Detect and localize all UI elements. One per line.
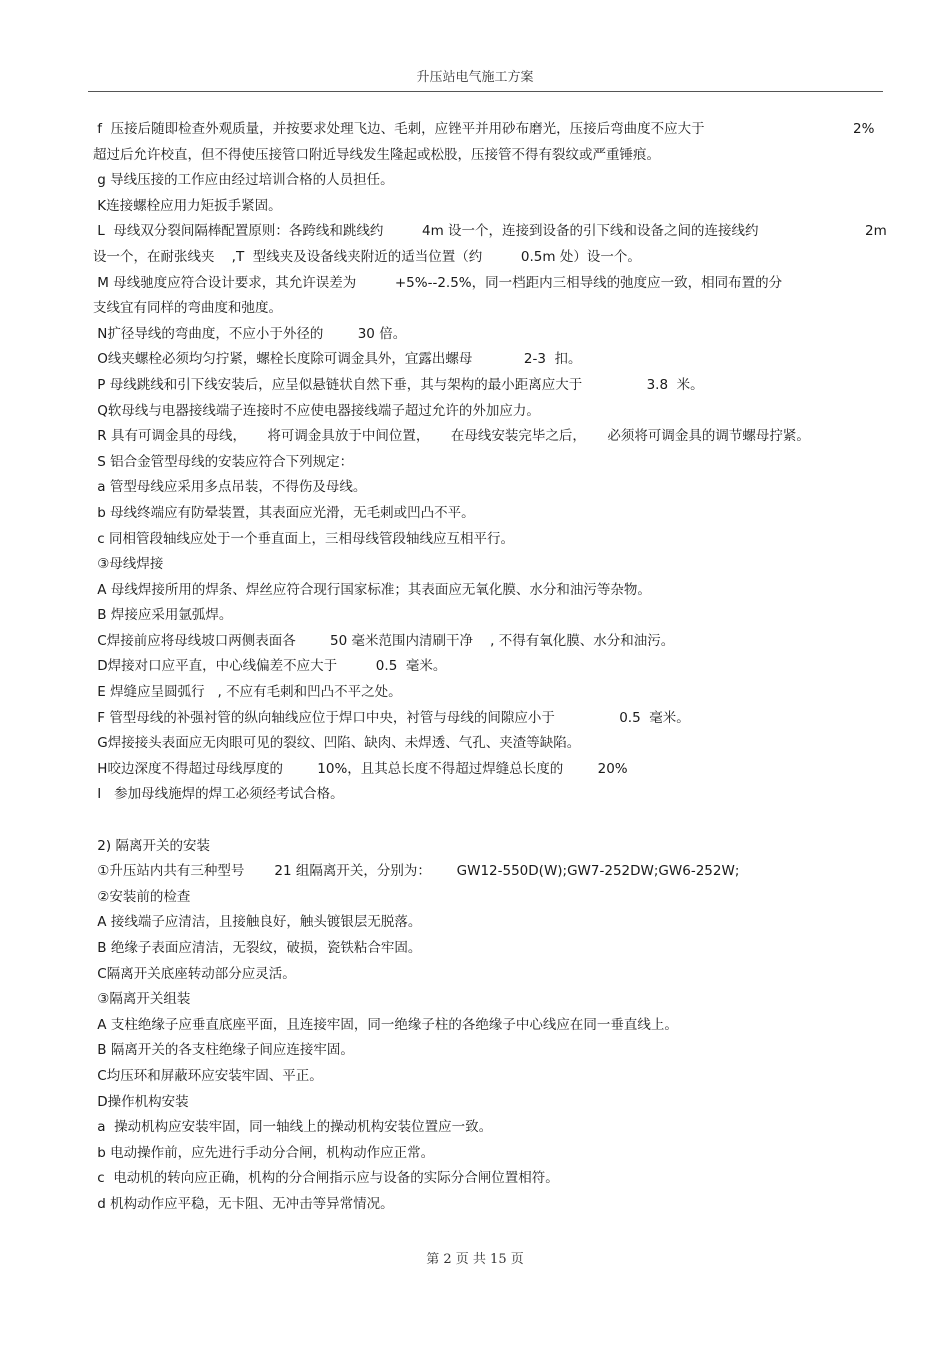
text-line xyxy=(93,910,893,936)
text-line xyxy=(93,527,893,553)
text-line-content: A 支柱绝缘子应垂直底座平面，且连接牢固，同一绝缘子柱的各绝缘子中心线应在同一垂直线上。 xyxy=(93,1016,678,1033)
text-line-content: ①升压站内共有三种型号 21 组隔离开关，分别为： GW12-550D(W);GW7-252DW;GW6-252W; xyxy=(93,863,740,880)
text-line xyxy=(93,1038,893,1064)
text-line xyxy=(93,1192,893,1218)
text-line-content: I 参加母线施焊的焊工必须经考试合格。 xyxy=(93,786,344,803)
text-line-content: P 母线跳线和引下线安装后，应呈似悬链状自然下垂，其与架构的最小距离应大于 3.8 米。 xyxy=(93,376,704,393)
text-line-content: E 焊缝应呈圆弧行 , 不应有毛刺和凹凸不平之处。 xyxy=(93,684,402,701)
text-line-content: S 铝合金管型母线的安装应符合下列规定： xyxy=(93,453,354,470)
text-line-content: O线夹螺栓必须均匀拧紧，螺栓长度除可调金具外，宜露出螺母 2-3 扣。 xyxy=(93,351,582,368)
text-line-content: f 压接后随即检查外观质量，并按要求处理飞边、毛刺，应锉平并用砂布磨光，压接后弯曲度不应大于 xyxy=(93,121,705,137)
page-footer-number: 第 2 页 共 15 页 xyxy=(426,1252,524,1267)
text-line xyxy=(93,578,893,604)
text-line-content: G焊接接头表面应无肉眼可见的裂纹、凹陷、缺肉、未焊透、气孔、夹渣等缺陷。 xyxy=(93,735,581,752)
text-line xyxy=(93,885,893,911)
text-line-content: B 隔离开关的各支柱绝缘子间应连接牢固。 xyxy=(93,1042,354,1059)
text-line-content: B 焊接应采用氩弧焊。 xyxy=(93,607,233,624)
text-line-content: D操作机构安装 xyxy=(93,1093,189,1110)
document-body xyxy=(93,117,893,1218)
text-line-content: B 绝缘子表面应清洁，无裂纹，破损，瓷铁粘合牢固。 xyxy=(93,940,422,956)
text-line-content: 设一个，在耐张线夹 ,T 型线夹及设备线夹附近的适当位置（约 0.5m 处）设一个。 xyxy=(93,248,641,265)
text-line-content: 支线宜有同样的弯曲度和弛度。 xyxy=(93,300,282,317)
text-line-content: 超过后允许校直，但不得使压接管口附近导线发生隆起或松股，压接管不得有裂纹或严重锤痕。 xyxy=(93,146,660,163)
text-line-content: C均压环和屏蔽环应安装牢固、平正。 xyxy=(93,1067,323,1084)
text-line-content: L 母线双分裂间隔棒配置原则：各跨线和跳线约 4m 设一个，连接到设备的引下线和设备之间的连接线约 xyxy=(93,223,759,240)
text-line-content: A 母线焊接所用的焊条、焊丝应符合现行国家标准；其表面应无氧化膜、水分和油污等杂物。 xyxy=(93,581,651,598)
text-line-content: ③隔离开关组装 xyxy=(93,991,191,1008)
text-line xyxy=(93,245,893,271)
text-line-content: N扩径导线的弯曲度，不应小于外径的 30 倍。 xyxy=(93,325,407,342)
text-line xyxy=(93,680,893,706)
text-line xyxy=(93,706,893,732)
text-line xyxy=(93,143,893,169)
text-line xyxy=(93,475,893,501)
text-line-content: c 同相管段轴线应处于一个垂直面上，三相母线管段轴线应互相平行。 xyxy=(93,530,515,547)
text-line-trailing-value: 2m xyxy=(865,223,887,240)
text-line xyxy=(93,194,893,220)
text-line-content: g 导线压接的工作应由经过培训合格的人员担任。 xyxy=(93,172,394,189)
text-line-content: a 管型母线应采用多点吊装，不得伤及母线。 xyxy=(93,479,367,496)
page-header-title: 升压站电气施工方案 xyxy=(416,70,534,85)
text-line xyxy=(93,296,893,322)
text-line xyxy=(93,834,893,860)
text-line-content: C焊接前应将母线坡口两侧表面各 50 毫米范围内清刷干净 , 不得有氧化膜、水分和油污。 xyxy=(93,632,675,649)
text-line xyxy=(93,1064,893,1090)
text-line xyxy=(93,757,893,783)
text-line xyxy=(93,271,893,297)
text-line-content: b 母线终端应有防晕装置，其表面应光滑，无毛刺或凹凸不平。 xyxy=(93,504,475,521)
text-line-content: a 操动机构应安装牢固，同一轴线上的操动机构安装位置应一致。 xyxy=(93,1119,493,1136)
text-line xyxy=(93,859,893,885)
text-line xyxy=(93,808,893,834)
text-line xyxy=(93,501,893,527)
text-line xyxy=(93,450,893,476)
text-line-content: C隔离开关底座转动部分应灵活。 xyxy=(93,965,296,982)
text-line xyxy=(93,1013,893,1039)
text-line xyxy=(93,1141,893,1167)
text-line xyxy=(93,117,893,143)
text-line xyxy=(93,1090,893,1116)
text-line xyxy=(93,1166,893,1192)
text-line-content: b 电动操作前，应先进行手动分合闸，机构动作应正常。 xyxy=(93,1144,435,1161)
text-line xyxy=(93,629,893,655)
text-line xyxy=(93,936,893,962)
text-line-content: D焊接对口应平直，中心线偏差不应大于 0.5 毫米。 xyxy=(93,658,447,675)
text-line-content: K连接螺栓应用力矩扳手紧固。 xyxy=(93,197,282,214)
text-line xyxy=(93,1115,893,1141)
text-line-content: F 管型母线的补强衬管的纵向轴线应位于焊口中央，衬管与母线的间隙应小于 0.5 毫米。 xyxy=(93,709,690,726)
text-line xyxy=(93,399,893,425)
text-line xyxy=(93,654,893,680)
text-line-content: c 电动机的转向应正确，机构的分合闸指示应与设备的实际分合闸位置相符。 xyxy=(93,1170,559,1187)
text-line xyxy=(93,782,893,808)
text-line-content: A 接线端子应清洁，且接触良好，触头镀银层无脱落。 xyxy=(93,914,422,931)
text-line-trailing-value: 2% xyxy=(853,121,875,137)
text-line xyxy=(93,373,893,399)
text-line xyxy=(93,731,893,757)
text-line xyxy=(93,962,893,988)
text-line-content: M 母线驰度应符合设计要求，其允许误差为 +5%--2.5%，同一档距内三相导线的弛度应一致，相同布置的分 xyxy=(93,274,783,291)
text-line xyxy=(93,168,893,194)
text-line-content: R 具有可调金具的母线， 将可调金具放于中间位置， 在母线安装完毕之后， 必须将可调金具的调节螺母拧紧。 xyxy=(93,428,810,445)
text-line xyxy=(93,347,893,373)
text-line-content: H咬边深度不得超过母线厚度的 10%，且其总长度不得超过焊缝总长度的 20% xyxy=(93,760,628,777)
text-line-content: Q软母线与电器接线端子连接时不应使电器接线端子超过允许的外加应力。 xyxy=(93,402,540,419)
text-line xyxy=(93,322,893,348)
text-line xyxy=(93,424,893,450)
text-line-content: 2) 隔离开关的安装 xyxy=(93,837,210,854)
text-line-content: ③母线焊接 xyxy=(93,556,164,573)
text-line-content: ②安装前的检查 xyxy=(93,888,191,905)
text-line xyxy=(93,987,893,1013)
text-line xyxy=(93,219,893,245)
text-line xyxy=(93,552,893,578)
text-line xyxy=(93,603,893,629)
text-line-content: d 机构动作应平稳，无卡阻、无冲击等异常情况。 xyxy=(93,1195,394,1212)
header-divider xyxy=(88,91,883,92)
